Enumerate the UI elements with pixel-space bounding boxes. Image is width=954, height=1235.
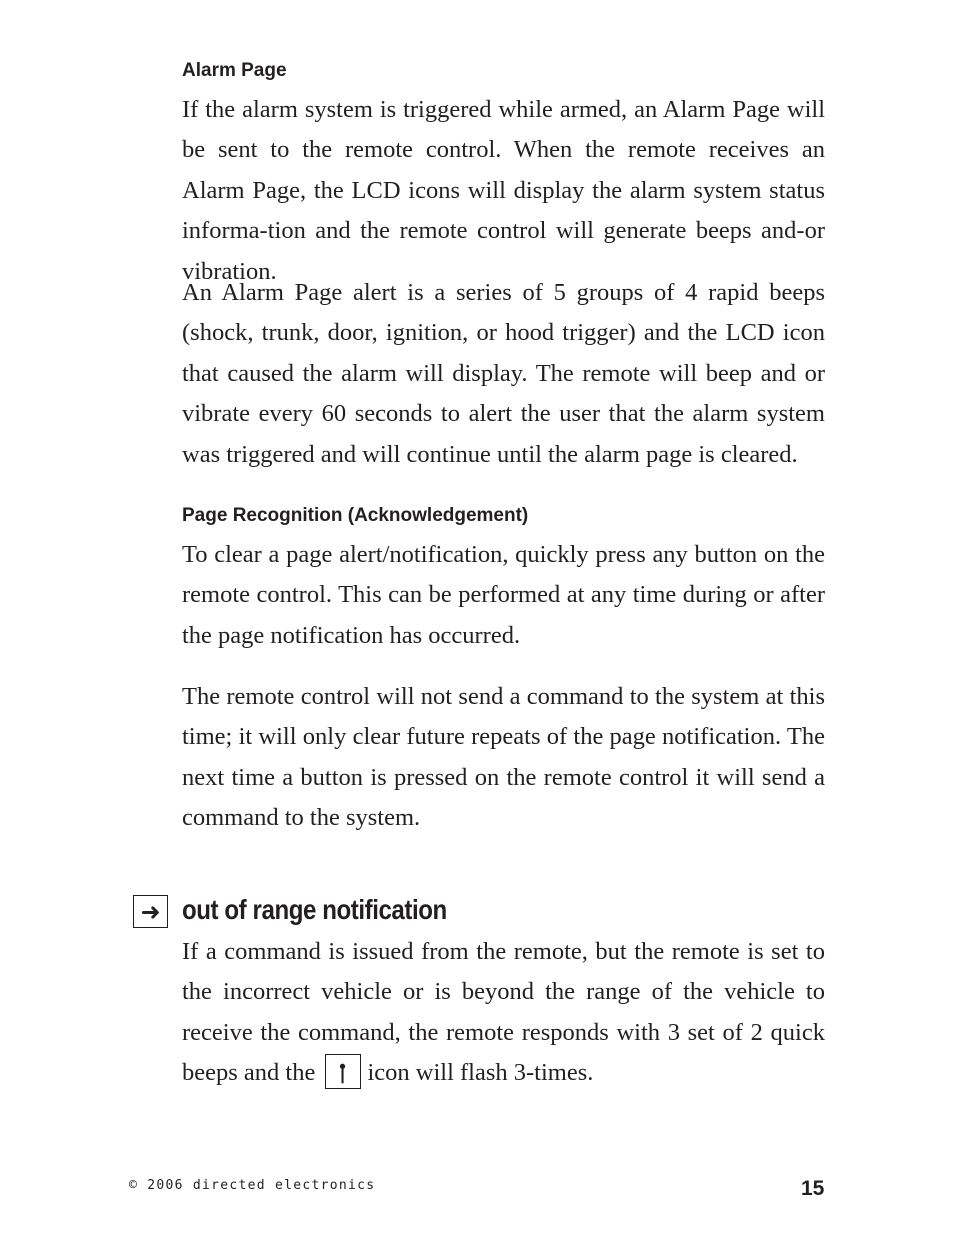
out-of-range-text-after-icon: icon will flash 3-times. <box>367 1059 594 1087</box>
page-number: 15 <box>801 1177 825 1200</box>
out-of-range-paragraph <box>182 932 825 1094</box>
arrow-right-icon: ➜ <box>133 895 168 928</box>
section-title: out of range notification <box>182 894 447 925</box>
page-recognition-heading: Page Recognition (Acknowledgement) <box>182 505 529 526</box>
alarm-page-paragraph-1: If the alarm system is triggered while armed, an Alarm Page will be sent to the remote control. When the remote receives an Alarm Page, the LCD icons will display the alarm system status informa-tion and the remote control will generate beeps and-or vibration. <box>182 96 825 285</box>
alarm-page-paragraph-2: An Alarm Page alert is a series of 5 groups of 4 rapid beeps (shock, trunk, door, ignition, or hood trigger) and the LCD icon that caused the alarm will display. The remote will beep and or vibrate every 60 seconds to alert the user that the alarm system was triggered and will continue until the alarm page is cleared. <box>182 279 825 468</box>
page-recognition-paragraph-1: To clear a page alert/notification, quickly press any button on the remote control. This can be performed at any time during or after the page notification has occurred. <box>182 541 825 649</box>
alarm-page-heading: Alarm Page <box>182 60 287 81</box>
page-recognition-paragraph-2: The remote control will not send a command to the system at this time; it will only clear future repeats of the page notification. The next time a button is pressed on the remote control it will send a command to the system. <box>182 683 825 832</box>
copyright-footer: © 2006 directed electronics <box>129 1178 376 1193</box>
out-of-range-text-before-icon: If a command is issued from the remote, but the remote is set to the incorrect vehicle or is beyond the range of the vehicle to receive the command, the remote responds with 3 set of 2 quick beeps and the <box>182 938 825 1087</box>
antenna-icon <box>325 1054 361 1089</box>
